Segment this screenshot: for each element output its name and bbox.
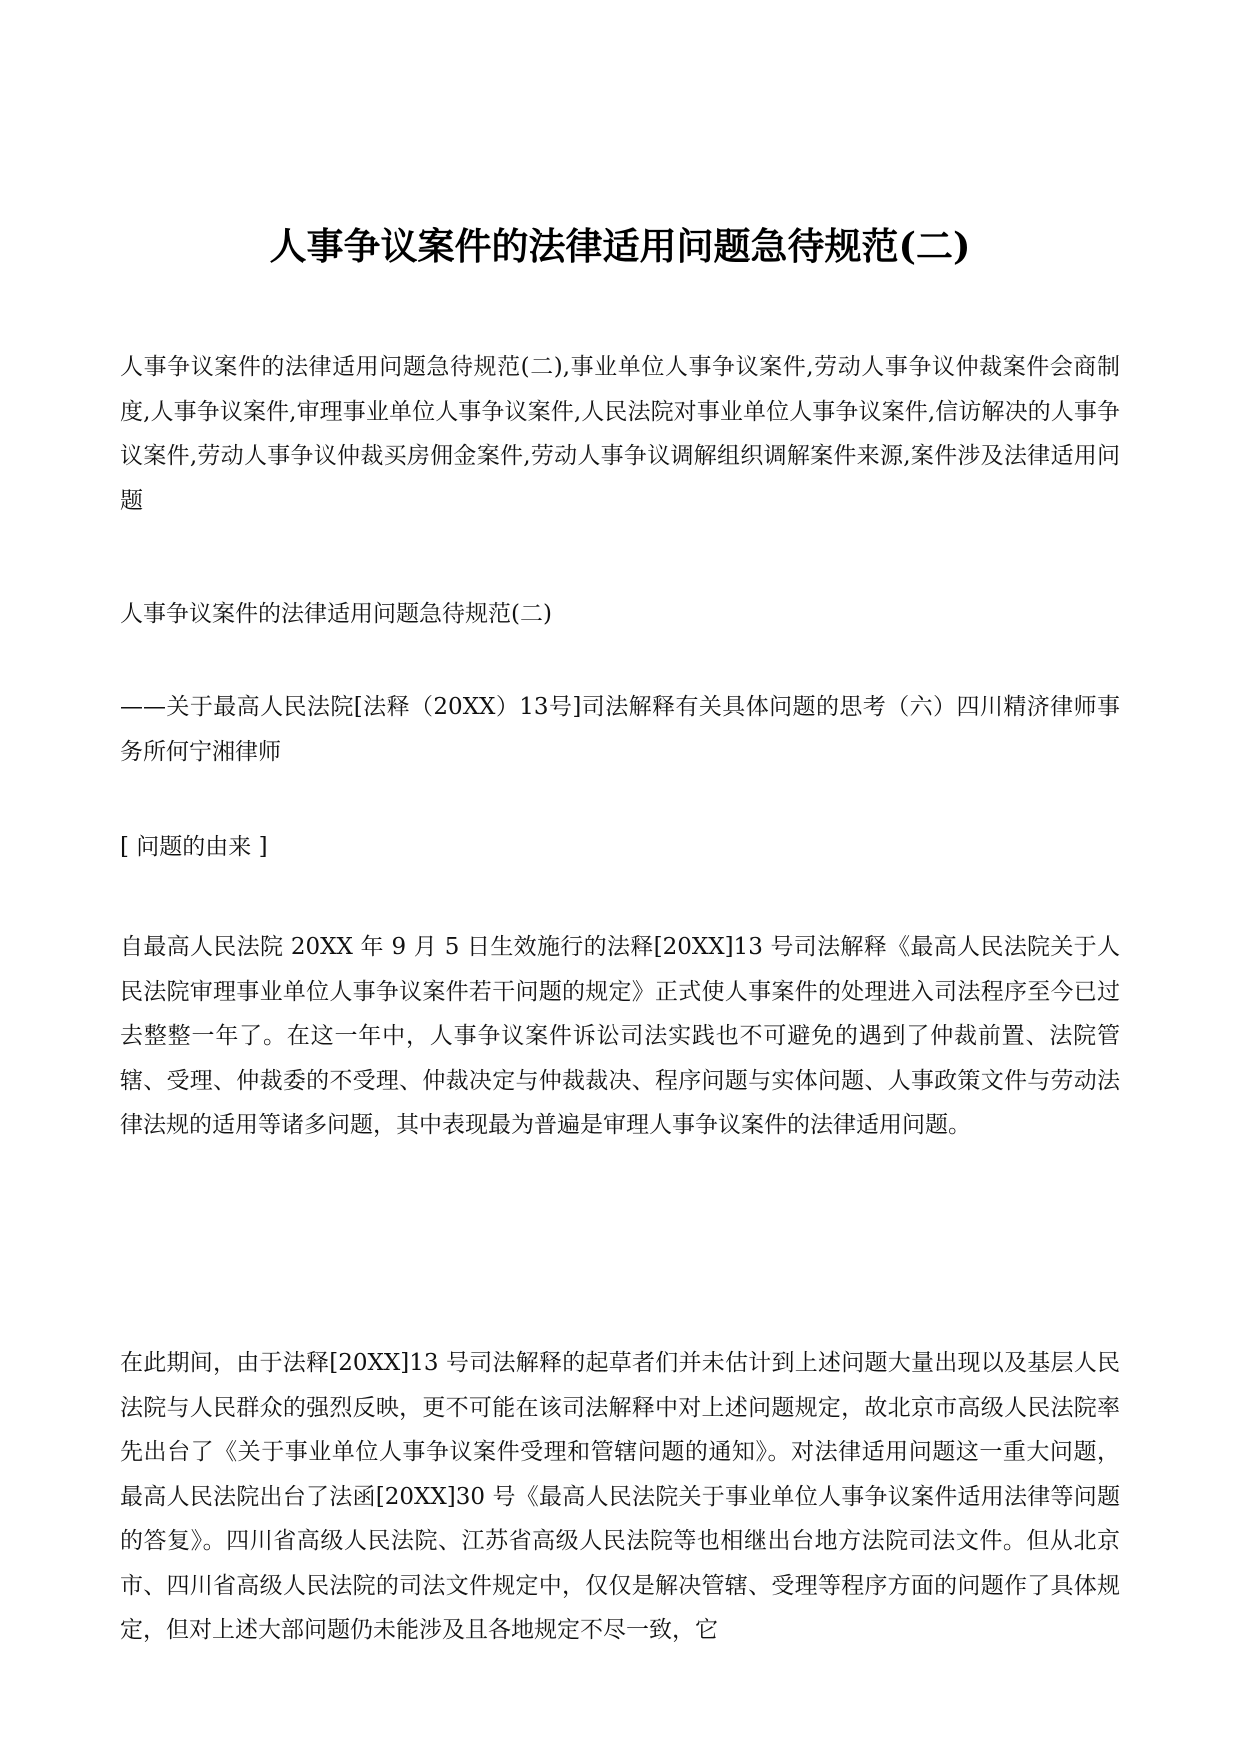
body-paragraph: 自最高人民法院 20XX 年 9 月 5 日生效施行的法释[20XX]13 号司法解释《最高人民法院关于人民法院审理事业单位人事争议案件若干问题的规定》正式使人事案件的处理进入司法程序至今已过去整整一年了。在这一年中，人事争议案件诉讼司法实践也不可避免的遇到了仲裁前置、法院管辖、受理、仲裁委的不受理、仲裁决定与仲裁裁决、程序问题与实体问题、人事政策文件与劳动法律法规的适用等诸多问题，其中表现最为普遍是审理人事争议案件的法律适用问题。 <box>120 934 1120 1138</box>
document-subtitle: 人事争议案件的法律适用问题急待规范(二) <box>120 601 552 627</box>
author-byline: ——关于最高人民法院[法释（20XX）13号]司法解释有关具体问题的思考（六）四川精济律师事务所何宁湘律师 <box>120 694 1120 765</box>
body-paragraph: 在此期间，由于法释[20XX]13 号司法解释的起草者们并未估计到上述问题大量出现以及基层人民法院与人民群众的强烈反映，更不可能在该司法解释中对上述问题规定，故北京市高级人民法院率先出台了《关于事业单位人事争议案件受理和管辖问题的通知》。对法律适用问题这一重大问题，最高人民法院出台了法函[20XX]30 号《最高人民法院关于事业单位人事争议案件适用法律等问题的答复》。四川省高级人民法院、江苏省高级人民法院等也相继出台地方法院司法文件。但从北京市、四川省高级人民法院的司法文件规定中，仅仅是解决管辖、受理等程序方面的问题作了具体规定，但对上述大部问题仍未能涉及且各地规定不尽一致，它 <box>120 1350 1120 1643</box>
section-heading: [ 问题的由来 ] <box>120 834 268 860</box>
keywords-paragraph: 人事争议案件的法律适用问题急待规范(二),事业单位人事争议案件,劳动人事争议仲裁案件会商制度,人事争议案件,审理事业单位人事争议案件,人民法院对事业单位人事争议案件,信访解决的人事争议案件,劳动人事争议仲裁买房佣金案件,劳动人事争议调解组织调解案件来源,案件涉及法律适用问题 <box>120 354 1120 514</box>
document-title: 人事争议案件的法律适用问题急待规范(二) <box>269 224 971 268</box>
